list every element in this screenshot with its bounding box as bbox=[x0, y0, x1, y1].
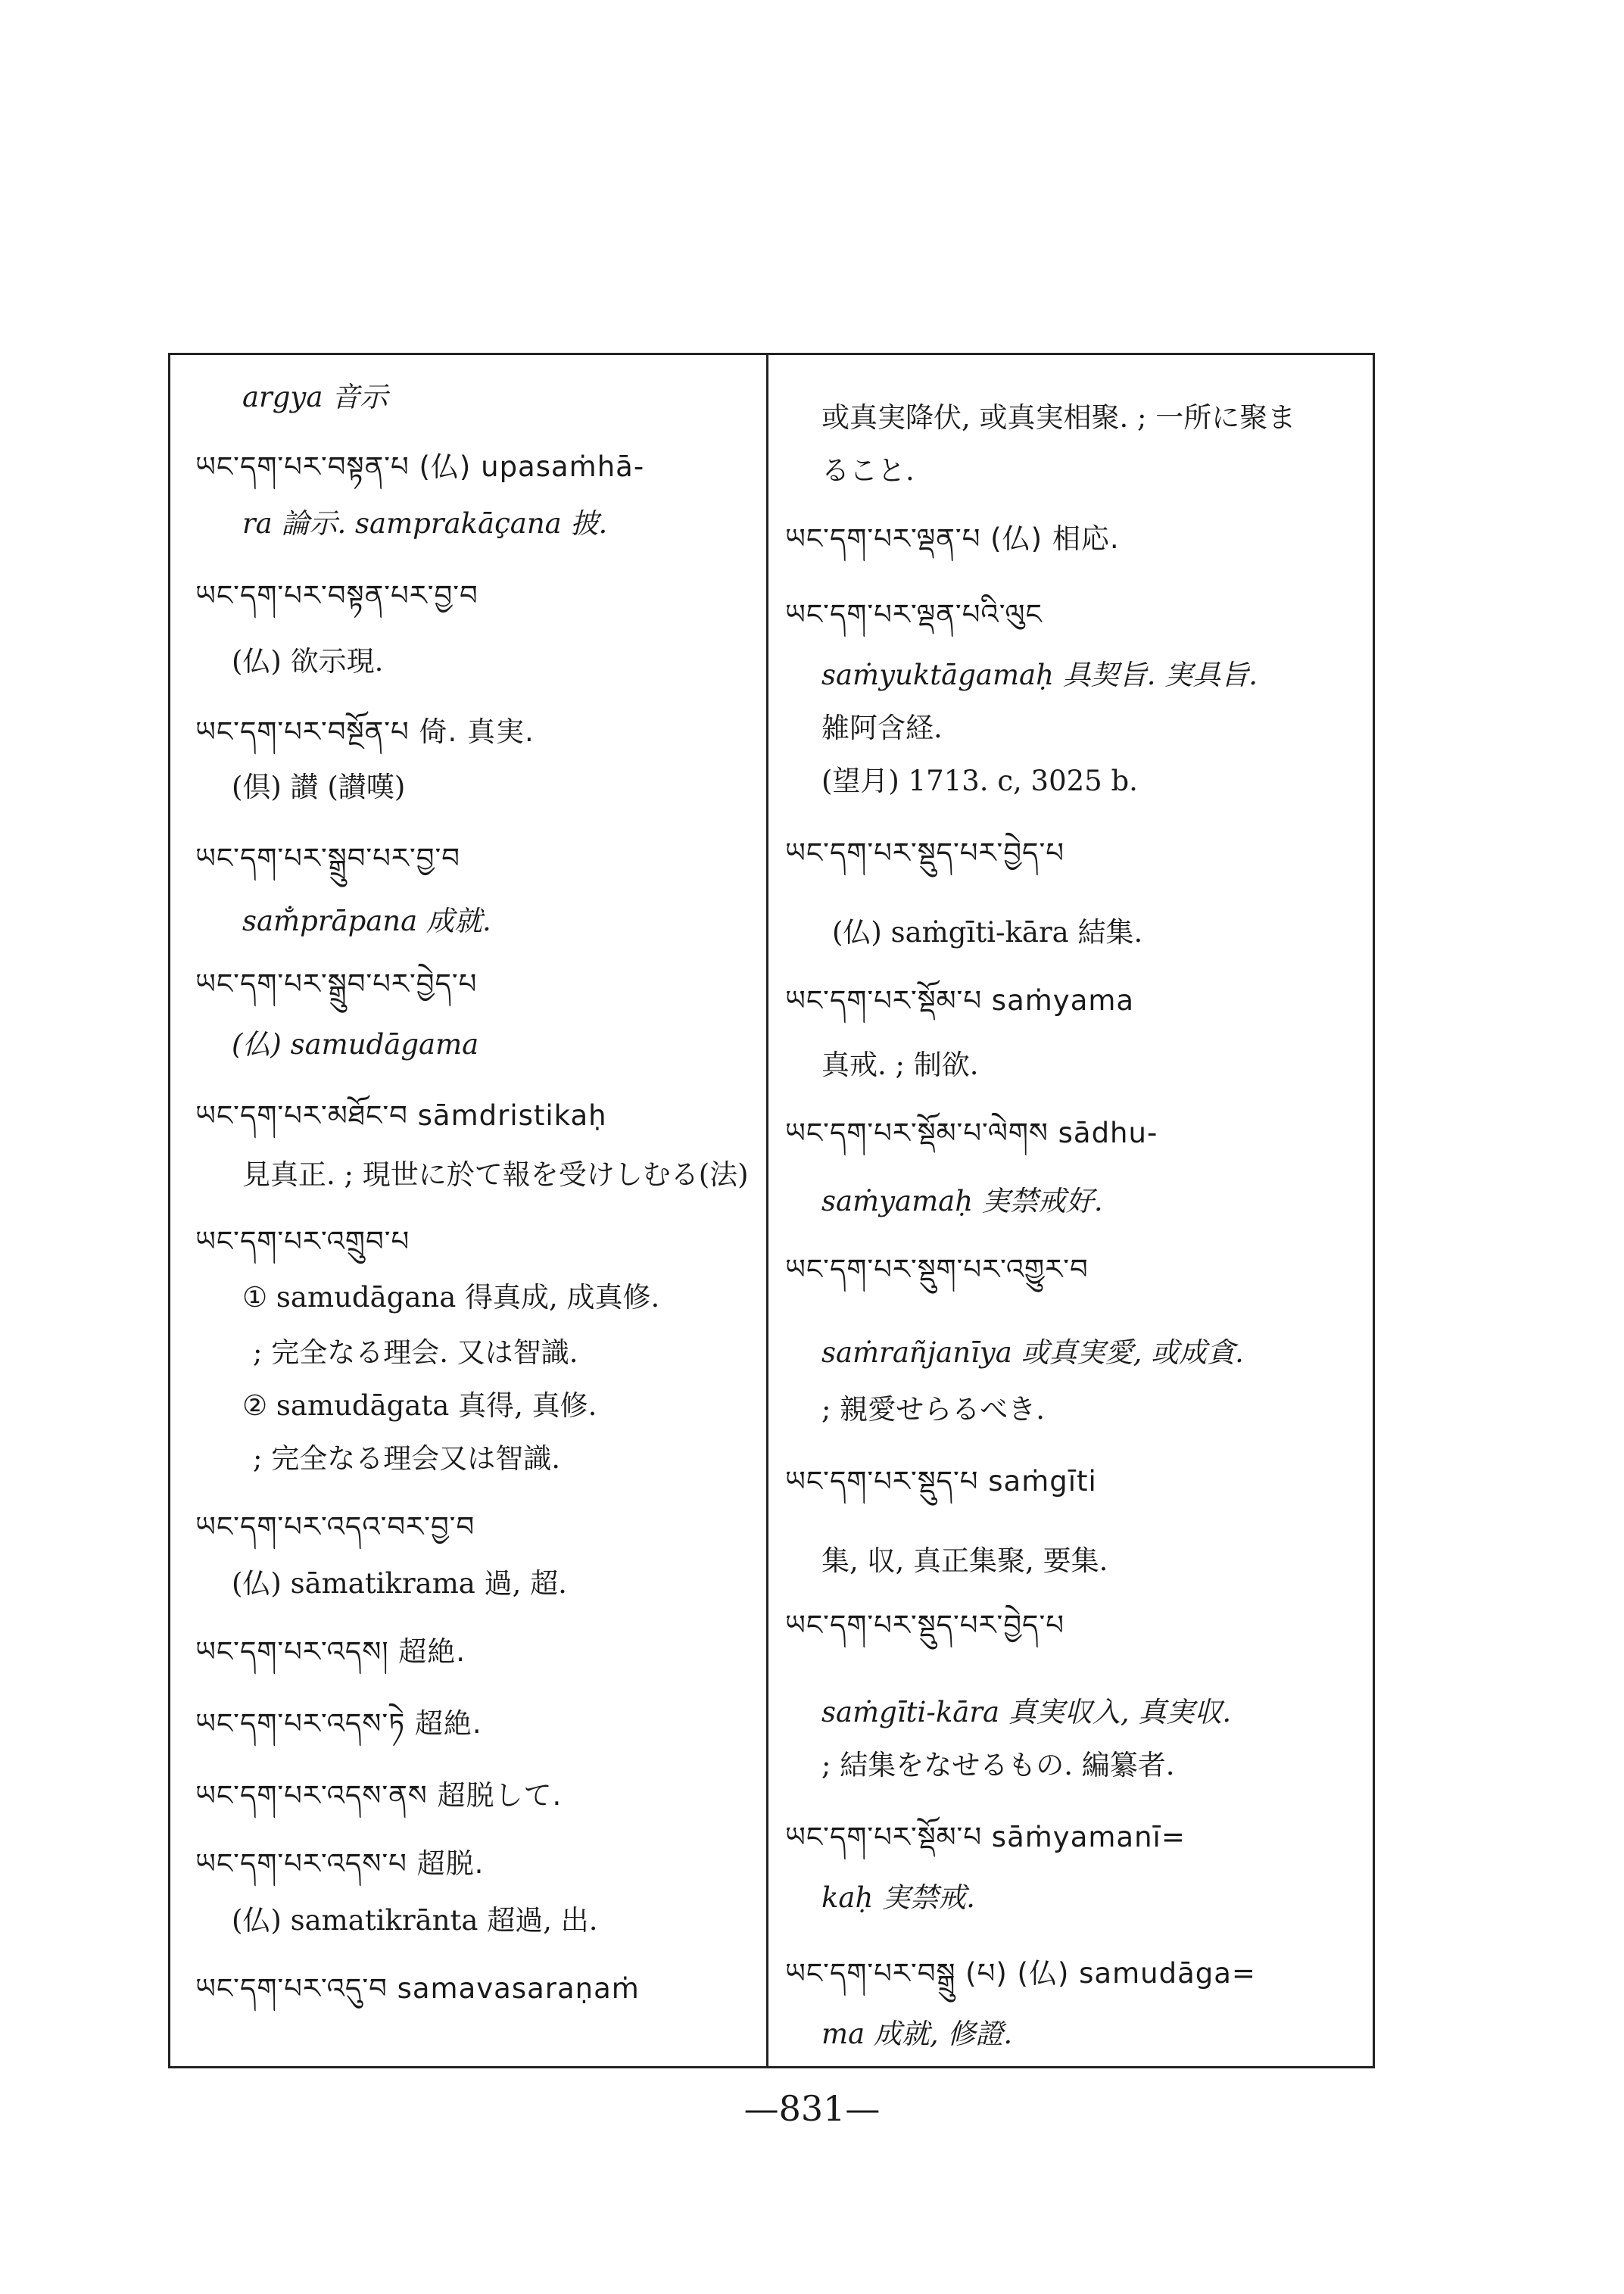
dictionary-line: ཡང་དག་པར་སྡུད་པ saṁgīti bbox=[785, 1465, 1097, 1498]
dictionary-line: ること. bbox=[821, 454, 915, 487]
dictionary-line: ; 結集をなせるもの. 編纂者. bbox=[821, 1749, 1175, 1781]
dictionary-line: ཡང་དག་པར་སྡོམ་པ sāṁyamanī= bbox=[785, 1821, 1186, 1853]
dictionary-line: 集, 収, 真正集聚, 要集. bbox=[821, 1544, 1108, 1577]
dictionary-line: ཡང་དག་པར་སྡོམ་པ saṁyama bbox=[785, 984, 1135, 1017]
dictionary-line: ཡང་དག་པར་སྡུག་པར་འགྱུར་བ bbox=[785, 1253, 1089, 1286]
dictionary-line: ; 親愛せらるべき. bbox=[821, 1393, 1045, 1426]
dictionary-line: sam̐prāpana 成就. bbox=[242, 905, 491, 937]
dictionary-line: ཡང་དག་པར་བསྟན་པ (仏) upasaṁhā- bbox=[195, 450, 645, 483]
dictionary-line: ① samudāgana 得真成, 成真修. bbox=[242, 1281, 660, 1314]
dictionary-line: ཡང་དག་པར་སྡུད་པར་བྱེད་པ bbox=[785, 1609, 1064, 1641]
dictionary-line: 見真正. ; 現世に於て報を受けしむる(法) bbox=[242, 1158, 749, 1191]
dictionary-line: (仏) samatikrānta 超過, 出. bbox=[232, 1904, 598, 1937]
dictionary-line: (仏) 欲示現. bbox=[232, 645, 384, 678]
dictionary-line: saṁrañjanīya 或真実愛, 或成貪. bbox=[821, 1336, 1244, 1369]
dictionary-line: ཡང་དག་པར་འདས་ཏེ 超絶. bbox=[195, 1707, 482, 1740]
dictionary-line: kaḥ 実禁戒. bbox=[821, 1881, 975, 1914]
dictionary-line: saṁyamaḥ 実禁戒好. bbox=[821, 1185, 1103, 1217]
dictionary-line: ཡང་དག་པར་སྒྲུབ་པར་བྱ་བ bbox=[195, 842, 460, 874]
dictionary-line: ཡང་དག་པར་འདུ་བ samavasaraṇaṁ bbox=[195, 1972, 640, 2005]
dictionary-line: saṁyuktāgamaḥ 具契旨. 実具旨. bbox=[821, 659, 1258, 691]
dictionary-line: saṁgīti-kāra 真実収入, 真実収. bbox=[821, 1696, 1232, 1728]
column-divider bbox=[766, 353, 768, 2068]
dictionary-line: (望月) 1713. c, 3025 b. bbox=[821, 765, 1138, 797]
dictionary-line: ཡང་དག་པར་འདའ་བར་བྱ་བ bbox=[195, 1510, 475, 1543]
dictionary-line: ཡང་དག་པར་སྡོམ་པ་ལེགས sādhu- bbox=[785, 1117, 1158, 1149]
dictionary-line: (仏) saṁgīti-kāra 結集. bbox=[832, 916, 1143, 949]
dictionary-line: ཡང་དག་པར་འདས་པ 超脱. bbox=[195, 1847, 485, 1880]
dictionary-line: (仏) samudāgama bbox=[232, 1028, 479, 1061]
dictionary-line: 真戒. ; 制欲. bbox=[821, 1049, 979, 1081]
dictionary-line: 雑阿含経. bbox=[821, 712, 943, 744]
dictionary-line: ma 成就, 修證. bbox=[821, 2018, 1013, 2050]
dictionary-line: ཡང་དག་པར་ལྡན་པའི་ལུང bbox=[785, 598, 1043, 631]
dictionary-line: ཡང་དག་པར་འདས་ནས 超脱して. bbox=[195, 1779, 563, 1812]
dictionary-line: ཡང་དག་པར་འགྲུབ་པ bbox=[195, 1225, 410, 1258]
dictionary-line: ② samudāgata 真得, 真修. bbox=[242, 1389, 597, 1422]
page-number: —831— bbox=[743, 2088, 881, 2129]
dictionary-line: ཡང་དག་པར་འདས། 超絶. bbox=[195, 1635, 466, 1668]
dictionary-line: ra 論示. samprakāçana 披. bbox=[242, 507, 608, 540]
dictionary-line: ཡང་དག་པར་མཐོང་བ sāmdristikaḥ bbox=[195, 1099, 607, 1132]
dictionary-line: (仏) sāmatikrama 過, 超. bbox=[232, 1567, 567, 1600]
dictionary-line: ཡང་དག་པར་ལྡན་པ (仏) 相応. bbox=[785, 522, 1120, 555]
dictionary-line: 或真実降伏, 或真実相聚. ; 一所に聚ま bbox=[821, 401, 1296, 434]
dictionary-line: ; 完全なる理会又は智識. bbox=[253, 1442, 560, 1475]
dictionary-line: ཡང་དག་པར་བསྒྲུ (པ) (仏) samudāga= bbox=[785, 1957, 1256, 1990]
dictionary-line: ཡང་དག་པར་སྒྲུབ་པར་བྱེད་པ bbox=[195, 968, 478, 1000]
dictionary-line: ; 完全なる理会. 又は智識. bbox=[253, 1336, 578, 1369]
dictionary-line: ཡང་དག་པར་བསྟན་པར་བྱ་བ bbox=[195, 579, 478, 612]
dictionary-line: ཡང་དག་པར་བསྔོན་པ 倚. 真実. bbox=[195, 715, 535, 748]
dictionary-line: (倶) 讃 (讃嘆) bbox=[232, 771, 406, 803]
dictionary-line: ཡང་དག་པར་སྡུད་པར་བྱེད་པ bbox=[785, 837, 1064, 869]
dictionary-line: argya 音示 bbox=[242, 381, 388, 413]
